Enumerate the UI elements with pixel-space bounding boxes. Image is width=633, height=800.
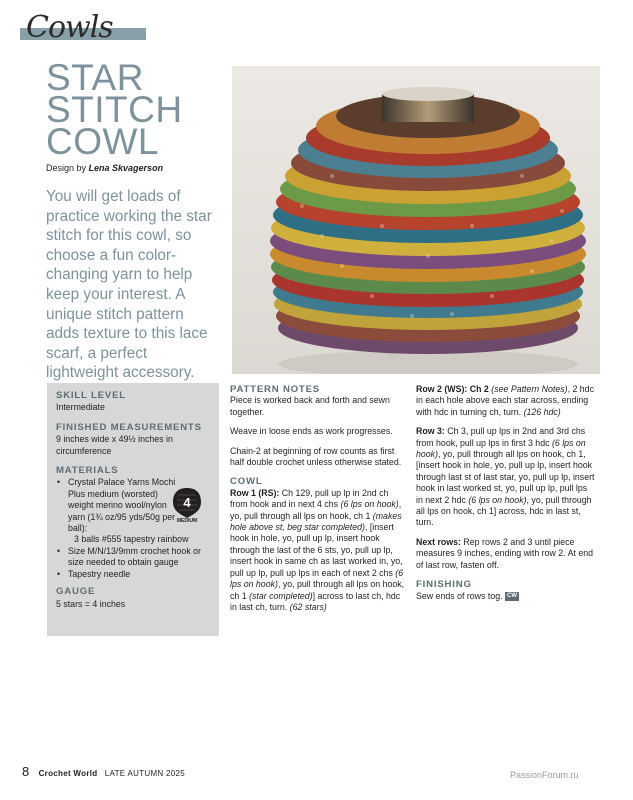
next-rows-label: Next rows:	[416, 536, 461, 547]
gauge-heading: GAUGE	[56, 586, 96, 598]
watermark: PassionForum.ru	[510, 770, 579, 780]
issue-label: LATE AUTUMN 2025	[104, 769, 186, 778]
row-count: (126 hdc)	[523, 406, 561, 417]
row-text: , yo, pull through all lps on hook, ch 1	[230, 499, 402, 521]
pattern-note: Piece is worked back and forth and sewn together.	[230, 395, 390, 417]
next-rows-instructions	[416, 537, 596, 571]
page-footer	[22, 764, 185, 779]
row-note: (6 lps on hook)	[230, 567, 404, 590]
title-line-3: COWL	[46, 121, 159, 162]
materials-heading: MATERIALS	[56, 465, 119, 477]
title-line-2: STITCH	[46, 89, 183, 130]
row-note: (6 lps on hook)	[468, 494, 527, 505]
measurements-heading: FINISHED MEASUREMENTS	[56, 421, 202, 433]
finishing-body: Sew ends of rows tog.	[416, 590, 505, 601]
pattern-info-sidebar	[47, 383, 219, 636]
measurements-value: 9 inches wide x 49½ inches in circumference	[56, 434, 173, 456]
row-note: (6 lps on hook)	[340, 499, 399, 510]
row-3-label: Row 3:	[416, 426, 445, 437]
designer-name: Lena Skvagerson	[88, 163, 164, 173]
page-number: 8	[22, 764, 30, 779]
finishing-heading: FINISHING	[416, 579, 472, 591]
cowl-heading: COWL	[230, 476, 263, 488]
row-text: Ch 3, pull up lps in 2nd and 3rd chs from hook, pull up lps in first 3 hdc	[416, 426, 586, 448]
section-label: Cowls	[26, 10, 113, 45]
magazine-name: Crochet World	[38, 769, 98, 778]
gauge-value: 5 stars = 4 inches	[56, 598, 126, 609]
row-note: (star completed)	[249, 590, 313, 601]
yarn-weight-label: MEDIUM	[176, 518, 198, 523]
end-mark-badge: CW	[507, 592, 517, 599]
byline-prefix: Design by	[46, 163, 89, 173]
row-text: , 2 hdc in each hole above each star across, ending with hdc in turning ch, turn.	[416, 384, 594, 417]
instructions-column-2	[416, 384, 596, 610]
row-note: (see Pattern Notes)	[491, 384, 568, 394]
pattern-note: Weave in loose ends as work progresses.	[230, 426, 393, 437]
pattern-notes-heading: PATTERN NOTES	[230, 384, 320, 395]
row-note: (6 lps on hook)	[416, 437, 586, 460]
row-3-instructions	[416, 426, 596, 529]
material-item-subline: 3 balls #555 tapestry rainbow	[74, 534, 189, 545]
row-text: , yo, pull through all lps on hook, ch 1, [insert hook in hole, yo, pull up lp, insert hook through last st of last star, yo, pull up lp, insert hook in last worked st, yo, pull up lp, pull lps in next 2 hdc	[416, 449, 595, 505]
cowl-photo	[232, 66, 600, 374]
row-text: Ch 129, pull up lp in 2nd ch from hook and in next 4 chs	[230, 487, 389, 510]
yarn-weight-number: 4	[183, 495, 191, 510]
pattern-note: Chain-2 at beginning of row counts as first half double crochet unless otherwise stated.	[230, 445, 402, 468]
intro-paragraph: You will get loads of practice working the star stitch for this cowl, so choose a fun color-changing yarn to help keep your interest. A unique stitch pattern adds texture to this lace scarf, a perfect lightweight accessory.	[46, 188, 212, 382]
row-text: , yo, pull through all lps on hook, ch 1	[230, 579, 405, 601]
row-1-instructions	[230, 488, 406, 613]
yarn-weight-icon	[170, 487, 204, 523]
material-item: • Size M/N/13/9mm crochet hook or size needed to obtain gauge	[66, 546, 210, 569]
material-item: • Crystal Palace Yarns Mochi Plus medium (worsted) weight merino wool/nylon yarn (1¾ oz/95 yds/50g per ball):	[66, 477, 210, 534]
section-tag	[20, 10, 146, 45]
skill-level-heading: SKILL LEVEL	[56, 390, 126, 401]
row-count: (62 stars)	[289, 601, 327, 612]
row-2-label: Row 2 (WS): Ch 2	[416, 384, 489, 394]
row-1-label: Row 1 (RS):	[230, 487, 280, 498]
row-text: ] across to last ch, hdc in last ch, turn.	[230, 590, 401, 612]
material-item: • Tapestry needle	[66, 569, 210, 580]
article-title	[46, 57, 216, 162]
row-text: , [insert hook in hole, yo, pull up lp, insert hook through the last of the 6 sts, yo, pull up lp, insert hook in same ch as last worked in, yo, pull up lp, pull up lps in each of next 2 chs	[230, 522, 403, 578]
finishing-text	[416, 591, 596, 602]
row-text: Rep rows 2 and 3 until piece measures 9 inches, ending with row 2. At end of last row, fasten off.	[416, 536, 594, 570]
title-line-1: STAR	[46, 57, 144, 98]
instructions-column-1	[230, 384, 406, 621]
row-2-instructions	[416, 384, 596, 418]
byline	[46, 163, 163, 173]
row-note: (makes hole above st, beg star completed)	[230, 510, 402, 533]
row-text: , yo, pull through all lps on hook, ch 1] across, hdc in last st, turn.	[416, 494, 592, 528]
skill-level-value: Intermediate	[56, 402, 105, 413]
